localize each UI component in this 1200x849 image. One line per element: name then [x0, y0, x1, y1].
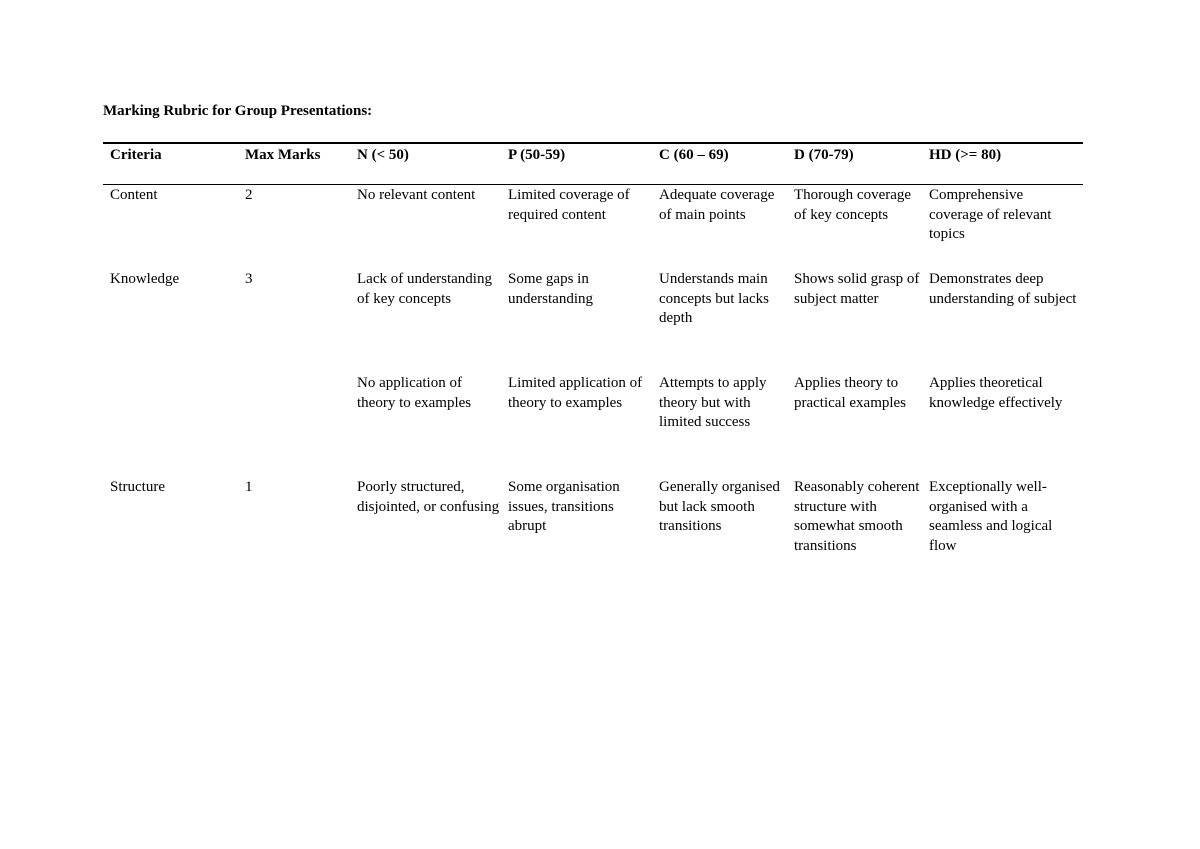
header-grade-p: P (50-59)	[508, 147, 566, 163]
grade-p-cell: Some organisation issues, transitions abrupt	[508, 479, 620, 535]
table-header-rule	[103, 184, 1083, 185]
grade-c-cell: Adequate coverage of main points	[659, 187, 775, 223]
header-grade-c: C (60 – 69)	[659, 147, 729, 163]
grade-p-cell: Some gaps in understanding	[508, 271, 593, 307]
grade-n-cell: Poorly structured, disjointed, or confusing	[357, 479, 500, 515]
grade-d-cell: Thorough coverage of key concepts	[794, 187, 912, 223]
grade-c-cell: Understands main concepts but lacks depth	[659, 271, 769, 327]
max-marks-cell: 3	[245, 271, 253, 287]
document-title: Marking Rubric for Group Presentations:	[103, 103, 373, 119]
header-grade-hd: HD (>= 80)	[929, 147, 1002, 163]
header-criteria: Criteria	[110, 147, 162, 163]
criteria-cell: Structure	[110, 479, 165, 495]
criteria-cell: Knowledge	[110, 271, 180, 287]
grade-n-cell: No application of theory to examples	[357, 375, 472, 411]
grade-p-cell: Limited application of theory to examples	[508, 375, 643, 411]
header-grade-d: D (70-79)	[794, 147, 854, 163]
header-max-marks: Max Marks	[245, 147, 321, 163]
grade-d-cell: Applies theory to practical examples	[794, 375, 907, 411]
grade-hd-cell: Comprehensive coverage of relevant topics	[929, 187, 1052, 243]
grade-p-cell: Limited coverage of required content	[508, 187, 630, 223]
criteria-cell: Content	[110, 187, 158, 203]
grade-c-cell: Generally organised but lack smooth transitions	[659, 479, 780, 535]
grade-hd-cell: Applies theoretical knowledge effectively	[929, 375, 1063, 411]
table-header-row	[0, 144, 1200, 180]
grade-hd-cell: Demonstrates deep understanding of subject	[929, 271, 1077, 307]
grade-c-cell: Attempts to apply theory but with limited success	[659, 375, 767, 431]
grade-hd-cell: Exceptionally well-organised with a seamless and logical flow	[929, 479, 1053, 554]
max-marks-cell: 2	[245, 187, 253, 203]
max-marks-cell: 1	[245, 479, 253, 495]
grade-d-cell: Shows solid grasp of subject matter	[794, 271, 920, 307]
grade-n-cell: No relevant content	[357, 187, 476, 203]
grade-n-cell: Lack of understanding of key concepts	[357, 271, 492, 307]
grade-d-cell: Reasonably coherent structure with somewhat smooth transitions	[794, 479, 920, 554]
header-grade-n: N (< 50)	[357, 147, 409, 163]
